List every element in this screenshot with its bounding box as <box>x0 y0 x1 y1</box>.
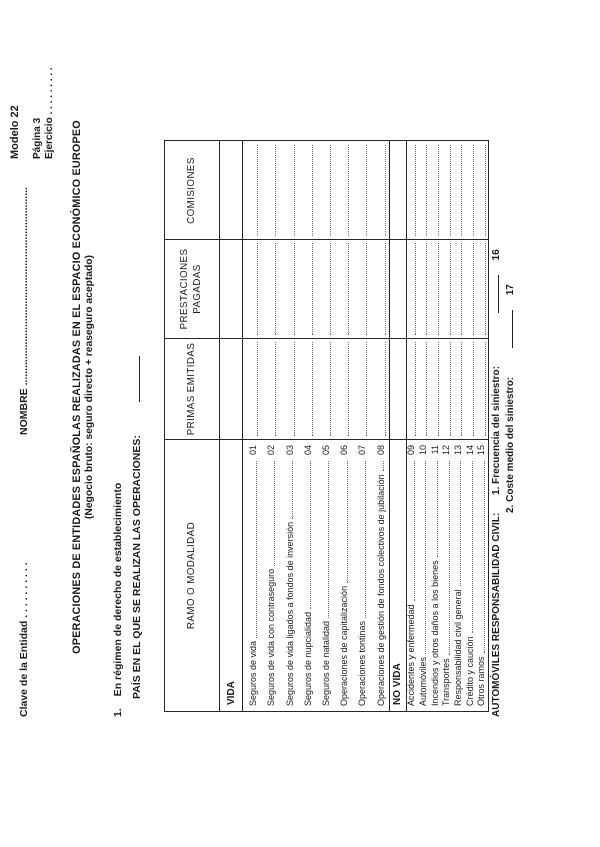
row-dotted-leader <box>365 461 366 618</box>
prestaciones-cell <box>430 239 442 338</box>
table-body <box>220 141 488 711</box>
column-header-primas: PRIMAS EMITIDAS <box>165 338 219 439</box>
row-dotted-leader <box>484 461 485 653</box>
row-label: Responsabilidad civil general <box>453 589 464 706</box>
column-header-ramo: RAMO O MODALIDAD <box>165 439 219 711</box>
name-label: NOMBRE <box>18 388 30 435</box>
row-label: Incendios y otros daños a los bienes <box>429 560 440 706</box>
frequency-fill-line <box>489 275 499 313</box>
comisiones-cell <box>442 142 454 239</box>
row-code: 11 <box>429 445 440 455</box>
section-header-vida: VIDA <box>220 141 243 711</box>
row-dotted-leader <box>425 461 426 654</box>
primas-cell <box>334 338 352 439</box>
section-1-text: En régimen de derecho de establecimiento <box>112 482 124 697</box>
row-label: Crédito y caución <box>464 636 475 706</box>
row-code: 03 <box>284 445 295 456</box>
prestaciones-cell <box>334 239 352 338</box>
form-subtitle: (Negocio bruto: seguro directo + reaseguro aceptado) <box>84 254 95 520</box>
row-dotted-leader <box>472 461 473 633</box>
prestaciones-cell <box>352 239 370 338</box>
table-row <box>243 141 261 711</box>
primas-cell <box>418 338 430 439</box>
section-header-no-vida: NO VIDA <box>389 141 407 711</box>
comisiones-cell <box>298 142 316 239</box>
comisiones-cell <box>243 142 261 239</box>
row-dotted-leader <box>383 461 384 471</box>
comisiones-cell <box>334 142 352 239</box>
row-code: 01 <box>248 445 259 456</box>
row-label: Seguros de vida <box>248 640 259 706</box>
prestaciones-cell <box>407 239 419 338</box>
model-number: Modelo 22 <box>9 105 21 159</box>
entity-key-label: Clave de la Entidad <box>18 620 30 717</box>
row-dotted-leader <box>292 461 293 519</box>
exercise-label: Ejercicio <box>44 117 55 159</box>
row-label: Automóviles <box>418 656 428 706</box>
country-fill-line <box>130 356 140 402</box>
comisiones-cell <box>370 142 388 239</box>
primas-cell <box>352 338 370 439</box>
prestaciones-cell <box>370 239 388 338</box>
title-block <box>71 55 95 719</box>
table-row <box>370 141 388 711</box>
primas-cell <box>261 338 279 439</box>
entity-key-line <box>18 562 30 717</box>
footer-line-2 <box>503 284 516 513</box>
exercise-line <box>44 67 55 159</box>
table-row <box>430 141 442 711</box>
prestaciones-cell <box>298 239 316 338</box>
table-row <box>279 141 297 711</box>
row-label: Transportes <box>441 658 452 706</box>
form-title: OPERACIONES DE ENTIDADES ESPAÑOLAS REALIZADAS EN EL ESPACIO ECONÓMICO EUROPEO <box>71 120 83 654</box>
prestaciones-cell <box>243 239 261 338</box>
table-row <box>442 141 454 711</box>
row-label: Seguros de natalidad <box>321 620 332 706</box>
row-code: 06 <box>339 445 350 456</box>
comisiones-cell <box>477 142 489 239</box>
frequency-label: 1. Frecuencia del siniestro: <box>491 366 502 495</box>
avg-cost-fill-line <box>503 310 513 348</box>
row-dotted-leader <box>347 461 348 583</box>
row-label: Operaciones de gestión de fondos colectivos de jubilación <box>375 474 386 706</box>
row-dotted-leader <box>328 461 329 618</box>
comisiones-cell <box>279 142 297 239</box>
entity-key-dotted-leader: . . . . . . . . . . <box>18 562 30 618</box>
row-code: 09 <box>406 445 417 456</box>
prestaciones-cell <box>453 239 465 338</box>
primas-cell <box>279 338 297 439</box>
table-row <box>453 141 465 711</box>
primas-cell <box>442 338 454 439</box>
row-code: 13 <box>453 445 464 456</box>
comisiones-cell <box>430 142 442 239</box>
row-code: 10 <box>418 445 428 456</box>
prestaciones-cell <box>418 239 430 338</box>
comisiones-cell <box>407 142 419 239</box>
row-label: Seguros de vida ligados a fondos de inversión <box>284 521 295 706</box>
row-label: Otros ramos <box>476 656 487 706</box>
row-code: 14 <box>464 445 475 456</box>
primas-cell <box>370 338 388 439</box>
auto-liability-label: AUTOMÓVILES RESPONSABILIDAD CIVIL: <box>491 512 502 717</box>
row-label: Operaciones de capitalización <box>339 585 350 706</box>
comisiones-cell <box>316 142 334 239</box>
primas-cell <box>407 338 419 439</box>
table-row <box>465 141 477 711</box>
table-row <box>418 141 430 711</box>
prestaciones-cell <box>442 239 454 338</box>
section-1-number: 1. <box>112 708 124 717</box>
row-label: Seguros de nupcialidad <box>302 611 313 706</box>
table-row <box>334 141 352 711</box>
row-code: 02 <box>266 445 277 456</box>
comisiones-cell <box>465 142 477 239</box>
section-1-heading <box>112 483 124 717</box>
country-label: PAÍS EN EL QUE SE REALIZAN LAS OPERACIONES: <box>131 435 143 699</box>
primas-cell <box>430 338 442 439</box>
page-number: Página 3 <box>32 117 43 159</box>
row-code: 07 <box>357 445 368 456</box>
table-header-row <box>165 141 220 711</box>
primas-cell <box>243 338 261 439</box>
row-label: Accidentes y enfermedad <box>406 604 417 706</box>
table-row <box>352 141 370 711</box>
row-label: Seguros de vida con contraseguro <box>266 568 277 706</box>
name-dotted-leader: .................................................................... <box>18 187 30 386</box>
name-line <box>18 187 30 435</box>
prestaciones-cell <box>477 239 489 338</box>
table-row <box>298 141 316 711</box>
row-dotted-leader <box>274 461 275 566</box>
comisiones-cell <box>418 142 430 239</box>
row-code: 04 <box>302 445 313 456</box>
comisiones-cell <box>261 142 279 239</box>
comisiones-cell <box>352 142 370 239</box>
prestaciones-cell <box>465 239 477 338</box>
table-row <box>407 141 419 711</box>
prestaciones-cell <box>279 239 297 338</box>
primas-cell <box>316 338 334 439</box>
primas-cell <box>465 338 477 439</box>
row-label: Operaciones tontinas <box>357 620 368 706</box>
operations-table <box>164 140 489 712</box>
row-dotted-leader <box>460 461 461 586</box>
primas-cell <box>298 338 316 439</box>
row-dotted-leader <box>437 461 438 557</box>
row-code: 08 <box>375 445 386 456</box>
row-dotted-leader <box>256 461 257 638</box>
exercise-dotted-leader: . . . . . . . . . <box>44 67 55 115</box>
table-row <box>316 141 334 711</box>
avg-cost-code: 17 <box>505 284 516 296</box>
prestaciones-cell <box>261 239 279 338</box>
primas-cell <box>453 338 465 439</box>
row-dotted-leader <box>414 461 415 601</box>
row-code: 12 <box>441 445 452 456</box>
row-dotted-leader <box>310 461 311 609</box>
primas-cell <box>477 338 489 439</box>
comisiones-cell <box>453 142 465 239</box>
row-code: 05 <box>321 445 332 456</box>
footer-line-1 <box>489 249 502 717</box>
table-row <box>477 141 489 711</box>
country-line <box>130 356 143 699</box>
column-header-prestaciones: PRESTACIONES PAGADAS <box>165 239 219 338</box>
row-code: 15 <box>476 445 487 456</box>
frequency-code: 16 <box>491 249 502 261</box>
column-header-comisiones: COMISIONES <box>185 157 197 224</box>
table-row <box>261 141 279 711</box>
row-dotted-leader <box>449 461 450 655</box>
prestaciones-cell <box>316 239 334 338</box>
avg-cost-label: 2. Coste medio del siniestro: <box>505 376 516 513</box>
